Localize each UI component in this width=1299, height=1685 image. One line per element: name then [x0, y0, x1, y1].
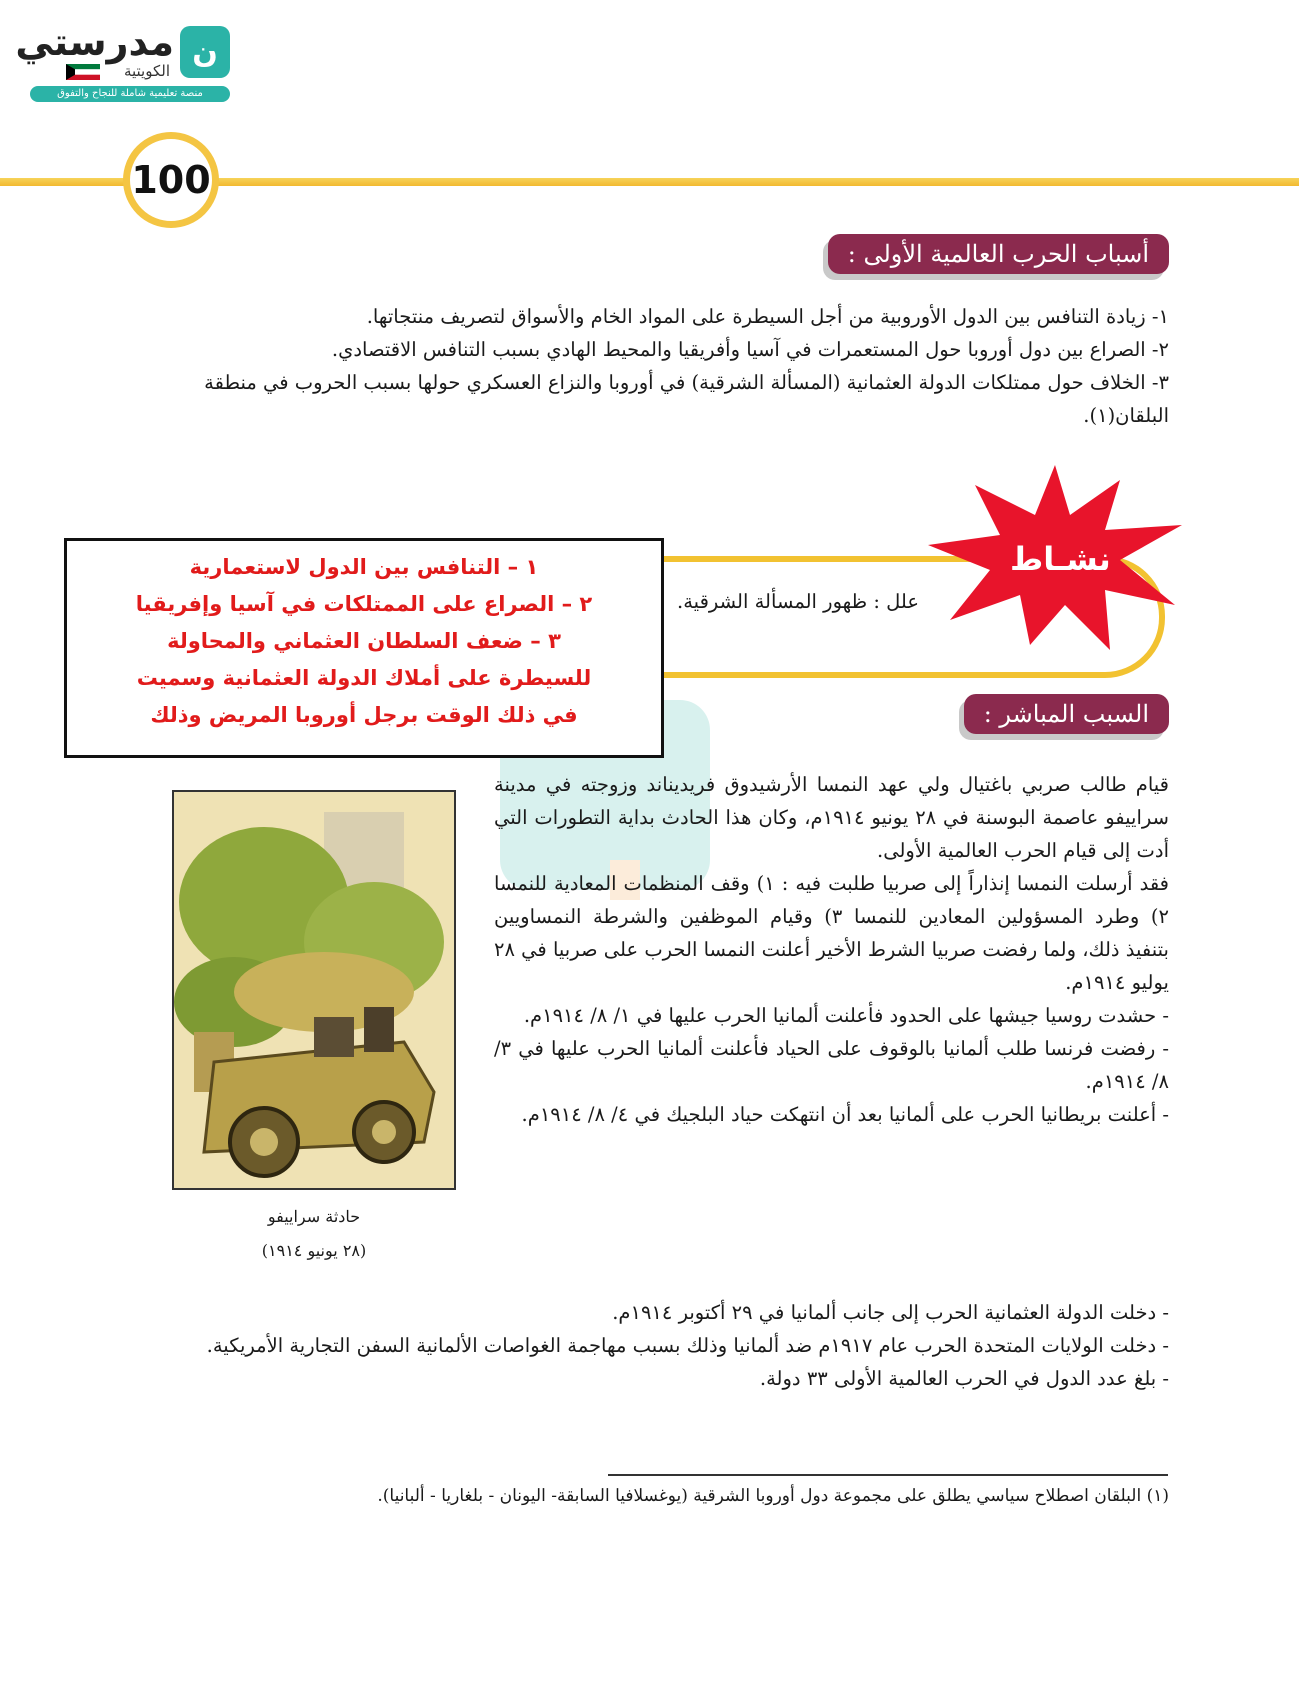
answer-line: ١ – التنافس بين الدول لاستعمارية	[189, 555, 539, 579]
logo-badge-icon: ن	[180, 26, 230, 78]
paragraph: - بلغ عدد الدول في الحرب العالمية الأولى ٣٣ دولة.	[759, 1367, 1169, 1390]
activity-question: علل : ظهور المسألة الشرقية.	[677, 590, 919, 613]
paragraph: - رفضت فرنسا طلب ألمانيا بالوقوف على الحياد فأعلنت ألمانيا الحرب عليها في ٣/ ٨/ ١٩١٤م.	[494, 1037, 1169, 1093]
paragraph: - أعلنت بريطانيا الحرب على ألمانيا بعد أن انتهكت حياد البلجيك في ٤/ ٨/ ١٩١٤م.	[521, 1103, 1169, 1126]
answer-line: للسيطرة على أملاك الدولة العثمانية وسميت	[136, 666, 592, 690]
activity-label: نشـاط	[1010, 540, 1111, 578]
answer-line: في ذلك الوقت برجل أوروبا المريض وذلك	[150, 703, 578, 727]
direct-cause-bottom	[169, 1296, 1169, 1395]
paragraph: - حشدت روسيا جيشها على الحدود فأعلنت ألمانيا الحرب عليها في ١/ ٨/ ١٩١٤م.	[523, 1004, 1169, 1027]
footnote: (١) البلقان اصطلاح سياسي يطلق على مجموعة دول أوروبا الشرقية (يوغسلافيا السابقة- اليونان - بلغاريا - ألبانيا).	[377, 1486, 1169, 1506]
caption-date: (٢٨ يونيو ١٩١٤)	[261, 1241, 367, 1260]
vintage-car-illustration	[174, 792, 454, 1188]
section-heading-causes: أسباب الحرب العالمية الأولى :	[828, 234, 1169, 274]
logo-tagline: منصة تعليمية شاملة للنجاح والتفوق	[30, 86, 230, 102]
caption-title: حادثة سراييفو	[267, 1207, 361, 1226]
paragraph: قيام طالب صربي باغتيال ولي عهد النمسا الأرشيدوق فريديناند وزوجته في مدينة سراييفو عاصمة البوسنة في ٢٨ يونيو ١٩١٤م، وكان هذا الحادث بداية التطورات التي أدت إلى قيام الحرب العالمية الأولى.	[494, 773, 1169, 862]
paragraph: - دخلت الولايات المتحدة الحرب عام ١٩١٧م ضد ألمانيا وذلك بسبب مهاجمة الغواصات الألمانية السفن التجارية الأمريكية.	[206, 1334, 1169, 1357]
answer-line: ٣ – ضعف السلطان العثماني والمحاولة	[167, 629, 561, 653]
list-item: ٣- الخلاف حول ممتلكات الدولة العثمانية (المسألة الشرقية) في أوروبا والنزاع العسكري حولها بسبب الحروب في منطقة البلقان(١).	[204, 371, 1169, 427]
page-number: 100	[123, 132, 219, 228]
direct-cause-text	[494, 768, 1169, 1131]
logo-subtitle: الكويتية	[123, 62, 170, 80]
list-item: ٢- الصراع بين دول أوروبا حول المستعمرات في آسيا وأفريقيا والمحيط الهادي بسبب التنافس الاقتصادي.	[331, 338, 1169, 361]
paragraph: - دخلت الدولة العثمانية الحرب إلى جانب ألمانيا في ٢٩ أكتوبر ١٩١٤م.	[612, 1301, 1169, 1324]
list-item: ١- زيادة التنافس بين الدول الأوروبية من أجل السيطرة على المواد الخام والأسواق لتصريف منتجاتها.	[366, 305, 1169, 328]
paragraph: فقد أرسلت النمسا إنذاراً إلى صربيا طلبت فيه : ١) وقف المنظمات المعادية للنمسا ٢) وطرد المسؤولين المعادين للنمسا ٣) وقيام الموظفين والشرطة النمساويين بتنفيذ ذلك، ولما رفضت صربيا الشرط الأخير أعلنت النمسا الحرب على صربيا في ٢٨ يوليو ١٩١٤م.	[494, 872, 1169, 994]
causes-list	[149, 300, 1169, 432]
footnote-divider	[608, 1474, 1168, 1476]
sarajevo-incident-illustration	[172, 790, 456, 1190]
answer-line: ٢ – الصراع على الممتلكات في آسيا وإفريقيا	[135, 592, 593, 616]
photo-caption	[172, 1200, 456, 1268]
handwritten-answer-box	[64, 538, 664, 758]
section-heading-direct-cause: السبب المباشر :	[964, 694, 1169, 734]
kuwait-flag-icon	[66, 64, 100, 80]
site-logo	[15, 20, 230, 106]
logo-name: مدرستي	[15, 20, 174, 64]
